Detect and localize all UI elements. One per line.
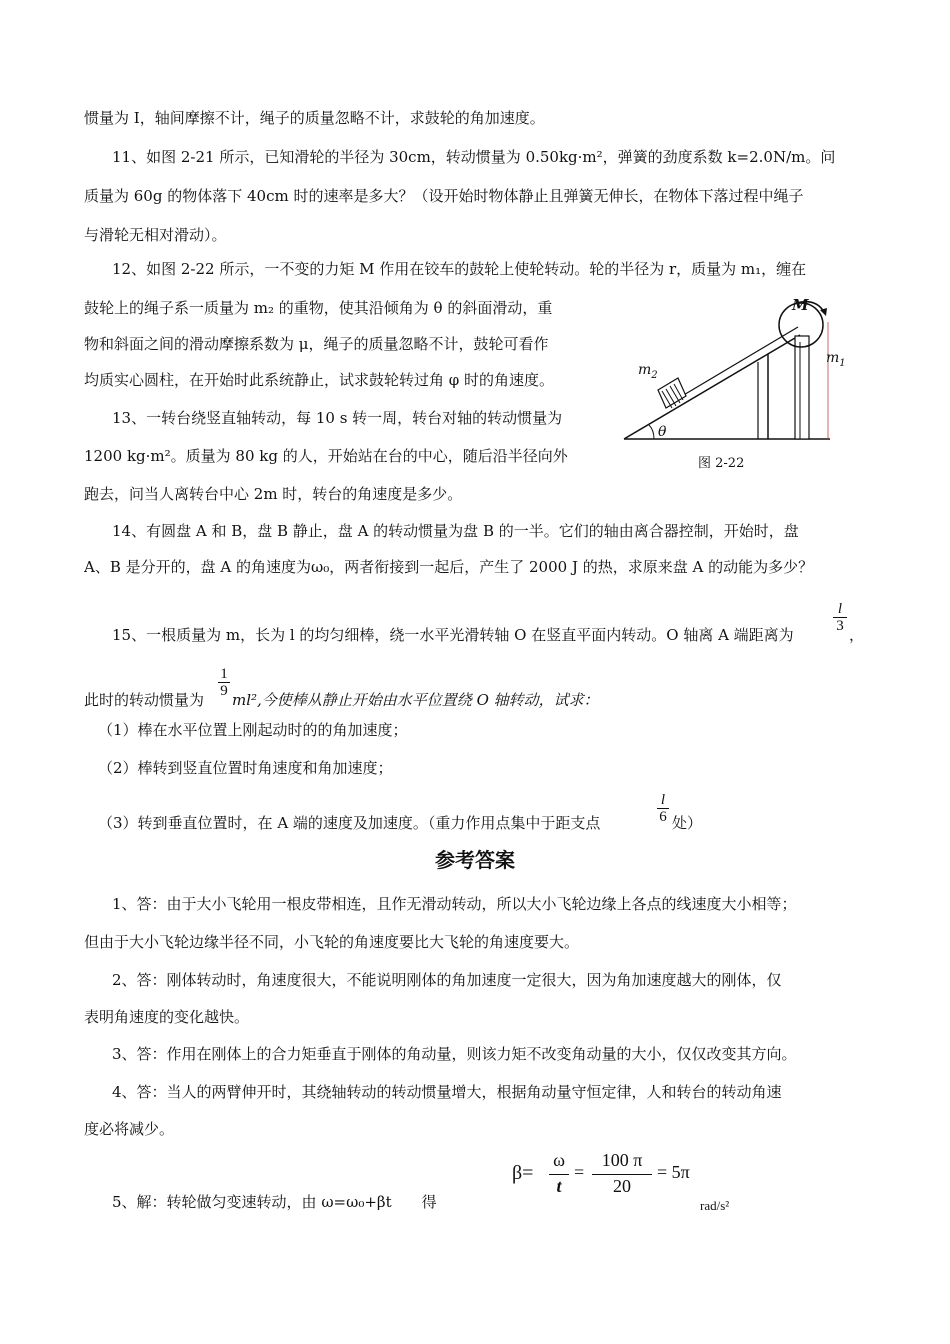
formula-num: ω <box>553 1150 565 1170</box>
label-theta: θ <box>658 424 667 440</box>
question-14-line: 14、有圆盘 A 和 B，盘 B 静止，盘 A 的转动惯量为盘 B 的一半。它们的轴由离合器控制，开始时，盘 <box>112 522 799 540</box>
fraction-one-ninth: 1 9 <box>218 666 230 699</box>
question-13-line: 13、一转台绕竖直轴转动，每 10 s 转一周，转台对轴的转动惯量为 <box>112 409 563 427</box>
question-13-line: 1200 kg·m²。质量为 80 kg 的人，开始站在台的中心，随后沿半径向外 <box>84 447 568 465</box>
label-m1-sub: 1 <box>839 357 846 369</box>
figure-2-22 <box>620 292 860 482</box>
question-11-line: 与滑轮无相对滑动）。 <box>84 226 227 244</box>
answer-line: 但由于大小飞轮边缘半径不同，小飞轮的角速度要比大飞轮的角速度要大。 <box>84 933 580 951</box>
question-11-line: 质量为 60g 的物体落下 40cm 时的速率是多大？（设开始时物体静止且弹簧无伸长，在物体下落过程中绳子 <box>84 187 804 205</box>
formula-bar <box>592 1174 652 1175</box>
answer-line: 表明角速度的变化越快。 <box>84 1008 250 1026</box>
answer-line: 1、答：由于大小飞轮用一根皮带相连，且作无滑动转动，所以大小飞轮边缘上各点的线速度大小相等； <box>112 895 797 913</box>
comma: ， <box>849 626 865 644</box>
formula-bar <box>549 1174 569 1175</box>
question-12-line: 12、如图 2-22 所示，一不变的力矩 M 作用在铰车的鼓轮上使轮转动。轮的半径为 r，质量为 m₁，缠在 <box>112 260 807 278</box>
winch-post <box>795 336 809 439</box>
sub-question: （3）转到垂直位置时，在 A 端的速度及加速度。（重力作用点集中于距支点 <box>98 814 601 832</box>
fraction-l-over-6: l 6 <box>657 792 669 825</box>
question-15-line: 此时的转动惯量为 <box>84 691 205 709</box>
question-15-line: 15、一根质量为 m，长为 l 的均匀细棒，绕一水平光滑转轴 O 在竖直平面内转动。O 轴离 A 端距离为 <box>112 626 794 644</box>
formula <box>512 1150 772 1210</box>
formula-lhs: β= <box>512 1162 534 1184</box>
label-M: M <box>792 296 809 314</box>
question-14-line: A、B 是分开的，盘 A 的角速度为ω₀，两者衔接到一起后，产生了 2000 J 的热，求原来盘 A 的动能为多少？ <box>84 558 814 576</box>
formula-den: t <box>556 1176 562 1196</box>
text-line: 惯量为 I，轴间摩擦不计，绳子的质量忽略不计，求鼓轮的角加速度。 <box>84 109 545 127</box>
label-m2-sub: 2 <box>651 369 658 381</box>
question-11-line: 11、如图 2-21 所示，已知滑轮的半径为 30cm，转动惯量为 0.50kg·m²，弹簧的劲度系数 k=2.0N/m。问 <box>112 148 836 166</box>
formula-den: 20 <box>613 1176 631 1196</box>
angle-arc <box>649 425 654 439</box>
question-13-line: 跑去，问当人离转台中心 2m 时，转台的角速度是多少。 <box>84 485 463 503</box>
formula-unit: rad/s² <box>700 1198 730 1213</box>
formula-rhs: = 5π <box>657 1162 690 1182</box>
label-m2-text: m <box>638 362 652 378</box>
sub-question: （1）棒在水平位置上刚起动时的的角加速度； <box>98 721 408 739</box>
label-m2 <box>638 362 658 381</box>
answer-line: 度必将减少。 <box>84 1120 175 1138</box>
answer-line: 5、解：转轮做匀变速转动，由 ω=ω₀+βt 得 <box>112 1193 437 1211</box>
rope <box>682 327 798 396</box>
figure-caption: 图 2-22 <box>698 456 745 471</box>
label-m1-text: m <box>826 350 840 366</box>
formula-eq: = <box>574 1162 585 1182</box>
block-m2 <box>658 378 686 408</box>
question-15-line: ml²,今使棒从静止开始由水平位置绕 O 轴转动，试求： <box>232 691 599 709</box>
sub-question: 处） <box>672 814 703 832</box>
answers-title: 参考答案 <box>435 848 515 872</box>
answer-line: 2、答：刚体转动时，角速度很大，不能说明刚体的角加速度一定很大，因为角加速度越大的刚体，仅 <box>112 971 782 989</box>
question-12-line: 均质实心圆柱，在开始时此系统静止，试求鼓轮转过角 φ 时的角速度。 <box>84 371 555 389</box>
fraction-l-over-3: l 3 <box>833 601 847 634</box>
formula-num: 100 π <box>601 1150 643 1170</box>
answer-line: 4、答：当人的两臂伸开时，其绕轴转动的转动惯量增大，根据角动量守恒定律，人和转台的转动角速 <box>112 1083 782 1101</box>
incline-surface <box>624 335 800 439</box>
label-m1 <box>826 350 846 369</box>
answer-line: 3、答：作用在刚体上的合力矩垂直于刚体的角动量，则该力矩不改变角动量的大小，仅仅改变其方向。 <box>112 1045 797 1063</box>
question-12-line: 鼓轮上的绳子系一质量为 m₂ 的重物，使其沿倾角为 θ 的斜面滑动，重 <box>84 299 553 317</box>
question-12-line: 物和斜面之间的滑动摩擦系数为 μ，绳子的质量忽略不计，鼓轮可看作 <box>84 335 549 353</box>
sub-question: （2）棒转到竖直位置时角速度和角加速度； <box>98 759 393 777</box>
